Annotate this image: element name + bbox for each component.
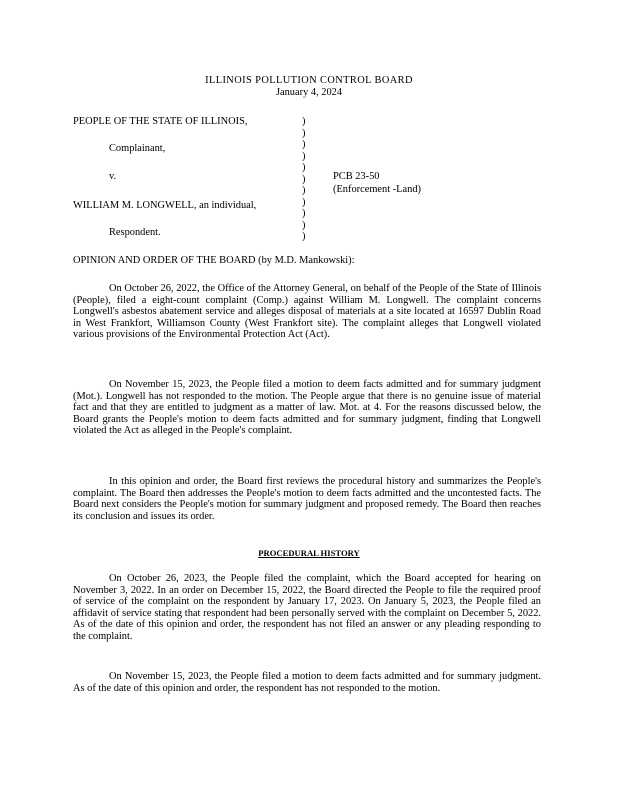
- caption-paren: ): [302, 185, 306, 197]
- caption-paren: ): [302, 116, 306, 127]
- paragraph-motion-summary: On November 15, 2023, the People filed a motion to deem facts admitted and for summary judgment (Mot.). Longwell has not responded to the motion. The People argue that there is no genuine issue of material fact and that they are entitled to judgment as a matter of law. Mot. at 4. For the reasons discussed below, the Board grants the People's motion to deem facts admitted and for summary judgment, finding that Longwell violated the Act as alleged in the People's complaint.: [73, 379, 541, 437]
- caption-paren: ): [302, 127, 306, 139]
- paragraph-motion-filed: On November 15, 2023, the People filed a motion to deem facts admitted and for summary judgment. As of the date of this opinion and order, the respondent has not responded to the motion.: [73, 671, 541, 694]
- board-name: ILLINOIS POLLUTION CONTROL BOARD: [205, 75, 413, 86]
- section-heading-procedural-history: PROCEDURAL HISTORY: [258, 548, 360, 558]
- plaintiff-role: Complainant,: [109, 143, 166, 154]
- opinion-heading: OPINION AND ORDER OF THE BOARD (by M.D. Mankowski):: [73, 255, 355, 266]
- caption-parentheses: [302, 116, 312, 243]
- caption-paren: ): [302, 196, 306, 208]
- caption-paren: ): [302, 231, 306, 243]
- defendant-name: WILLIAM M. LONGWELL, an individual,: [73, 200, 257, 211]
- caption-paren: ): [302, 173, 306, 185]
- caption-paren: ): [302, 139, 306, 151]
- document-date: January 4, 2024: [275, 87, 343, 98]
- caption-paren: ): [302, 162, 306, 174]
- paragraph-procedural-history: On October 26, 2023, the People filed the complaint, which the Board accepted for hearing on November 3, 2022. In an order on December 15, 2022, the Board directed the People to file the required proof of service of the complaint on the respondent by January 17, 2023. On January 5, 2023, the People filed an affidavit of service stating that respondent had been personally served with the complaint on December 5, 2022. As of the date of this opinion and order, the respondent has not filed an answer or any pleading responding to the complaint.: [73, 573, 541, 642]
- paragraph-intro: On October 26, 2022, the Office of the Attorney General, on behalf of the People of the State of Illinois (People), filed a eight-count complaint (Comp.) against William M. Longwell. The complaint concerns Longwell's asbestos abatement service and alleges disposal of materials at a site located at 16597 Dublin Road in West Frankfort, Williamson County (West Frankfort site). The complaint alleges that Longwell violated various provisions of the Environmental Protection Act (Act).: [73, 283, 541, 341]
- plaintiff-name: PEOPLE OF THE STATE OF ILLINOIS,: [73, 116, 248, 127]
- caption-paren: ): [302, 219, 306, 231]
- caption-paren: ): [302, 208, 306, 220]
- defendant-role: Respondent.: [109, 227, 161, 238]
- case-type: (Enforcement -Land): [333, 184, 421, 195]
- paragraph-roadmap: In this opinion and order, the Board first reviews the procedural history and summarizes the People's complaint. The Board then addresses the People's motion to deem facts admitted and the uncontested facts. The Board next considers the People's motion for summary judgment and proposed remedy. The Board then reaches its conclusion and issues its order.: [73, 476, 541, 522]
- caption-paren: ): [302, 150, 306, 162]
- case-number: PCB 23-50: [333, 171, 380, 182]
- versus-label: v.: [109, 171, 117, 182]
